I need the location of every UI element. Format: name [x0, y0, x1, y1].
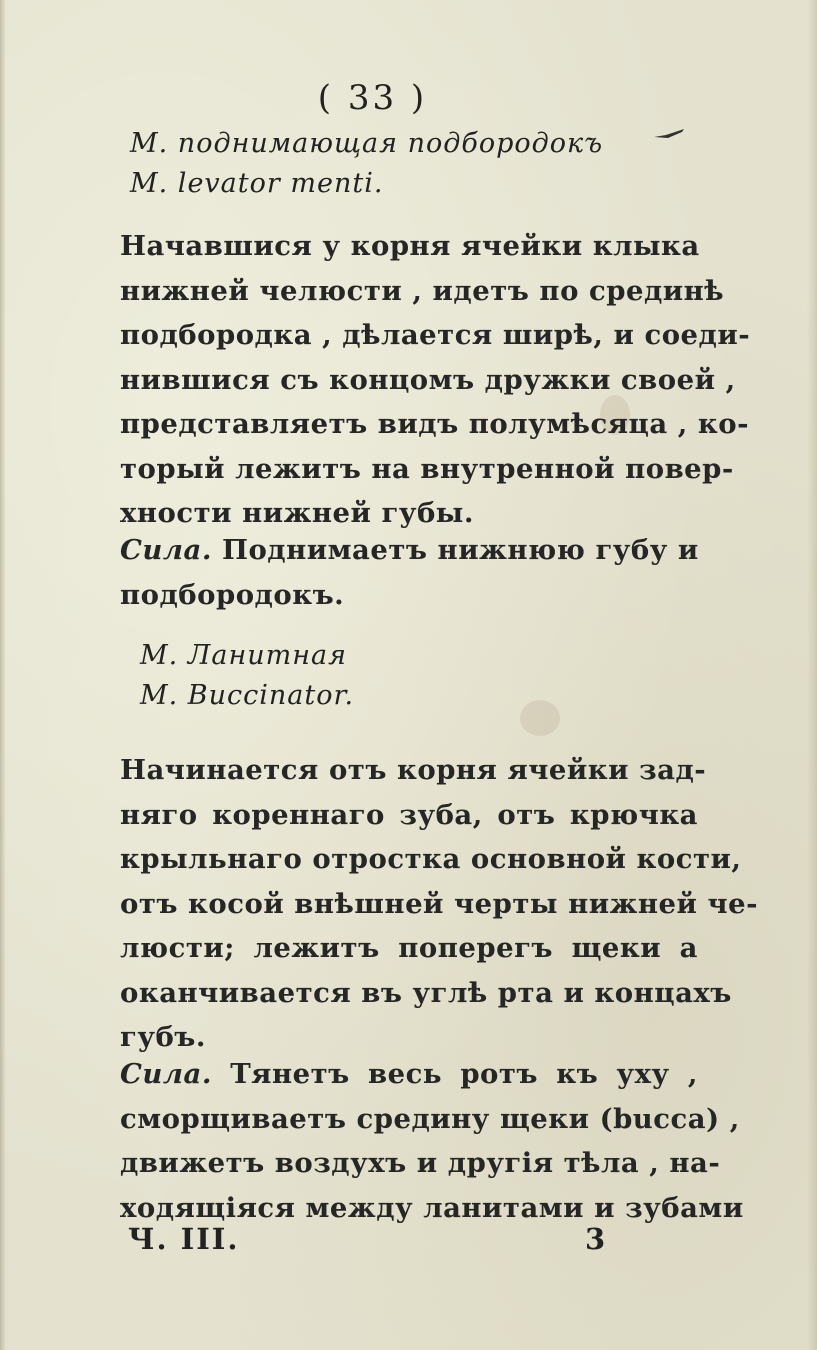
sheet-number: 3: [585, 1222, 608, 1256]
force-line: подбородокъ.: [120, 578, 345, 611]
text-line: торый лежитъ на внутренной повер-: [120, 452, 734, 485]
text-line: няго кореннаго зуба, отъ крючка: [120, 798, 698, 831]
page-edge-right: [807, 0, 817, 1350]
text-line: представляетъ видъ полумѣсяца , ко-: [120, 408, 750, 440]
page-edge-left: [0, 0, 6, 1350]
section2-heading-la: M. Buccinator.: [140, 680, 355, 711]
text-line: оканчивается въ углѣ рта и концахъ: [120, 976, 732, 1009]
page-number: ( 33 ): [317, 78, 428, 118]
text-line: Начинается отъ корня ячейки зад-: [120, 754, 707, 786]
text-line: отъ косой внѣшней черты нижней че-: [120, 887, 758, 920]
force-line: [120, 528, 698, 573]
force-line: [120, 1052, 698, 1097]
force-text: Тянетъ весь ротъ къ уху ,: [230, 1058, 699, 1090]
section1-force: [120, 528, 698, 617]
section2-description: [120, 748, 758, 1060]
force-line: сморщиваетъ средину щеки (bucca) ,: [120, 1102, 740, 1135]
section1-description: [120, 224, 751, 536]
text-line: хности нижней губы.: [120, 497, 474, 529]
ink-mark-icon: [652, 128, 686, 140]
text-line: люсти; лежитъ поперегъ щеки а: [120, 932, 698, 964]
section1-heading-ru: M. поднимающая подбородокъ: [130, 128, 604, 159]
text-line: крыльнаго отростка основной кости,: [120, 843, 742, 875]
paper-stain: [520, 700, 560, 736]
force-line: движетъ воздухъ и другія тѣла , на-: [120, 1147, 721, 1179]
text-line: нижней челюсти , идетъ по срединѣ: [120, 274, 725, 307]
force-line: ходящіяся между ланитами и зубами: [120, 1191, 744, 1224]
text-line: Начавшися у корня ячейки клыка: [120, 230, 700, 262]
force-label: Сила.: [120, 1058, 212, 1090]
section2-force: [120, 1052, 744, 1230]
force-label: Сила.: [120, 534, 212, 566]
signature-mark: Ч. III.: [128, 1222, 240, 1256]
section2-heading-ru: M. Ланитная: [140, 640, 347, 671]
text-line: губъ.: [120, 1021, 206, 1053]
text-line: подбородка , дѣлается ширѣ, и соеди-: [120, 319, 751, 351]
force-text: Поднимаетъ нижнюю губу и: [221, 534, 699, 566]
text-line: нившися съ концомъ дружки своей ,: [120, 363, 736, 396]
section1-heading-la: M. levator menti.: [130, 168, 384, 199]
